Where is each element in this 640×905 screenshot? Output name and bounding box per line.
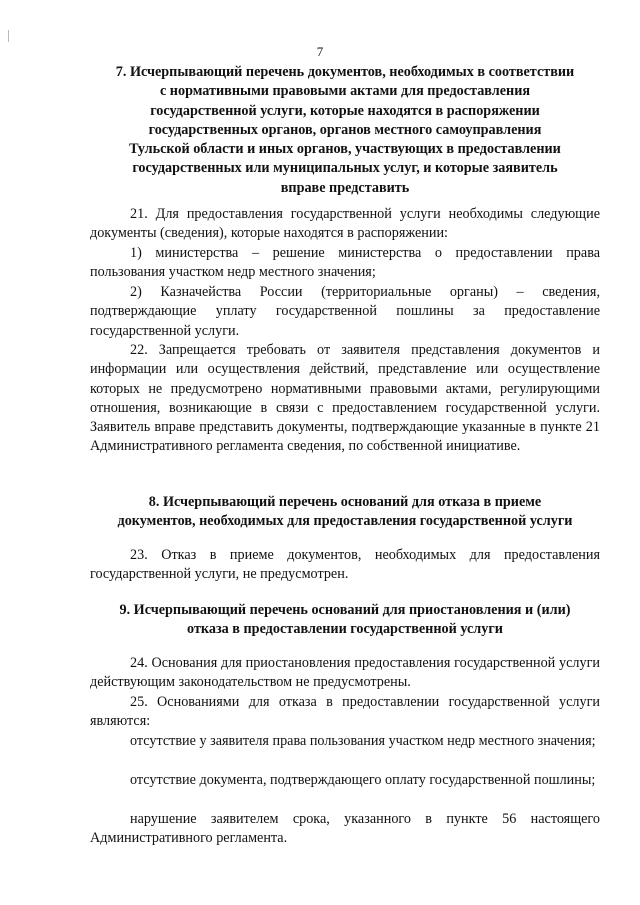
section-7-heading-line: Тульской области и иных органов, участвующих в предоставлении (129, 141, 561, 158)
section-7-heading-line: государственной услуги, которые находятся в распоряжении (150, 102, 540, 119)
paragraph-21-item-1: 1) министерства – решение министерства о предоставлении права пользования участком недр местного значения; (90, 245, 600, 281)
section-7-heading-line: государственных органов, органов местного самоуправления (148, 121, 542, 138)
section-9-heading-line: отказа в предоставлении государственной услуги (187, 621, 503, 638)
section-8-heading-line: 8. Исчерпывающий перечень оснований для отказа в приеме (148, 494, 542, 510)
paragraph-25-item-3: нарушение заявителем срока, указанного в пункте 56 настоящего Административного регламента. (90, 811, 600, 847)
section-8-heading-line: документов, необходимых для предоставления государственной услуги (117, 513, 573, 530)
paragraph-21-item-2: 2) Казначейства России (территориальные органы) – сведения, подтверждающие уплату государственной пошлины за предоставление государственной услуги. (90, 284, 600, 339)
paragraph-25: 25. Основаниями для отказа в предоставлении государственной услуги являются: (90, 694, 600, 730)
section-7-heading-line: вправе представить (280, 179, 410, 196)
paragraph-24: 24. Основания для приостановления предоставления государственной услуги действующим законодательством не предусмотрены. (90, 655, 600, 691)
section-7-heading (90, 63, 600, 198)
paragraph-21: 21. Для предоставления государственной услуги необходимы следующие документы (сведения), которые находятся в распоряжении: (90, 206, 600, 242)
section-7-heading-line: 7. Исчерпывающий перечень документов, необходимых в соответствии (115, 64, 575, 80)
paragraph-25-item-1: отсутствие у заявителя права пользования участком недр местного значения; (130, 733, 596, 749)
scan-edge-mark (8, 30, 9, 42)
paragraph-22: 22. Запрещается требовать от заявителя представления документов и информации или осуществления действий, представление или осуществление которых не предусмотрено нормативными правовыми актами, регулирующими отношения, возникающие в связи с предоставлением государственной услуги. Заявитель вправе представить документы, подтверждающие указанные в пункте 21 Административного регламента сведения, по собственной инициативе. (90, 342, 600, 455)
section-7-heading-line: с нормативными правовыми актами для предоставления (159, 83, 531, 100)
paragraph-25-item-2: отсутствие документа, подтверждающего оплату государственной пошлины; (130, 772, 596, 788)
page-number: 7 (316, 44, 324, 59)
section-9-heading-line: 9. Исчерпывающий перечень оснований для приостановления и (или) (119, 602, 571, 618)
section-7-heading-line: государственных или муниципальных услуг, и которые заявитель (132, 160, 558, 177)
paragraph-23: 23. Отказ в приеме документов, необходимых для предоставления государственной услуги, не предусмотрен. (90, 547, 600, 583)
section-9-heading (90, 601, 600, 640)
section-8-heading (90, 493, 600, 532)
